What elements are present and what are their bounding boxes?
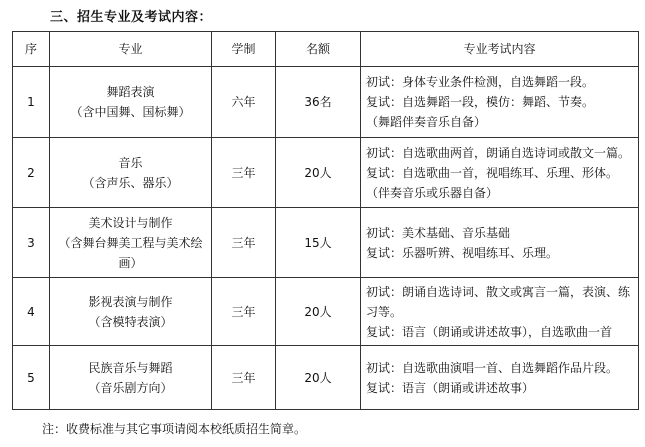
row-duration: 三年 [212, 278, 276, 346]
exam-line: 初试：美术基础、音乐基础 [366, 225, 511, 240]
row-quota: 20人 [276, 278, 361, 346]
exam-line: 复试：语言（朗诵或讲述故事） [366, 380, 535, 395]
exam-line: 初试：朗诵自选诗词、散文或寓言一篇，表演、练 [366, 284, 631, 299]
row-major [50, 278, 212, 346]
table-header-row [13, 32, 639, 67]
section-heading: 三、招生专业及考试内容： [50, 10, 213, 25]
exam-line: （舞蹈伴奏音乐自备） [366, 115, 487, 129]
exam-line: 初试：自选歌曲演唱一首、自选舞蹈作品片段。 [366, 360, 619, 375]
row-quota: 20人 [276, 138, 361, 208]
row-exam [361, 138, 639, 208]
row-quota: 20人 [276, 346, 361, 410]
exam-line: （伴奏音乐或乐器自备） [366, 185, 499, 200]
row-major [50, 346, 212, 410]
exam-line: 初试：自选歌曲两首，朗诵自选诗词或散文一篇。 [366, 145, 631, 160]
header-quota: 名额 [276, 32, 361, 67]
row-major [50, 208, 212, 278]
table-row [13, 138, 639, 208]
major-line: 影视表演与制作 [88, 294, 173, 309]
major-line: 画） [118, 255, 143, 270]
major-line: 美术设计与制作 [88, 215, 173, 230]
major-line: 舞蹈表演 [106, 85, 155, 99]
header-duration: 学制 [212, 32, 276, 67]
major-line: 民族音乐与舞蹈 [88, 360, 173, 375]
exam-line: 复试：语言（朗诵或讲述故事），自选歌曲一首 [366, 324, 613, 339]
row-quota: 36名 [276, 67, 361, 138]
major-line: （含模特表演） [88, 314, 173, 329]
row-duration: 三年 [212, 138, 276, 208]
row-index: 3 [13, 208, 50, 278]
major-line: （含中国舞、国标舞） [70, 105, 191, 119]
table-row [13, 278, 639, 346]
exam-line: 复试：乐器听辨、视唱练耳、乐理。 [366, 245, 559, 260]
table-row [13, 67, 639, 138]
exam-line: 初试：身体专业条件检测，自选舞蹈一段。 [366, 75, 595, 89]
header-exam: 专业考试内容 [361, 32, 639, 67]
row-index: 1 [13, 67, 50, 138]
table-row [13, 208, 639, 278]
row-index: 2 [13, 138, 50, 208]
row-duration: 六年 [212, 67, 276, 138]
row-quota: 15人 [276, 208, 361, 278]
row-exam [361, 208, 639, 278]
header-index: 序 [13, 32, 50, 67]
row-major [50, 138, 212, 208]
exam-line: 复试：自选歌曲一首，视唱练耳、乐理、形体。 [366, 165, 619, 180]
row-major [50, 67, 212, 138]
row-duration: 三年 [212, 208, 276, 278]
major-line: （含舞台舞美工程与美术绘 [58, 235, 203, 250]
exam-line: 复试：自选舞蹈一段，模仿：舞蹈、节奏。 [366, 95, 595, 109]
table-row [13, 346, 639, 410]
major-line: 音乐 [118, 155, 143, 170]
footnote: 注：收费标准与其它事项请阅本校纸质招生简章。 [42, 422, 307, 436]
row-index: 4 [13, 278, 50, 346]
exam-line: 习等。 [366, 304, 403, 319]
row-exam [361, 278, 639, 346]
major-line: （音乐剧方向） [88, 380, 173, 395]
admissions-table [12, 31, 639, 410]
row-exam [361, 346, 639, 410]
row-exam [361, 67, 639, 138]
row-duration: 三年 [212, 346, 276, 410]
header-major: 专业 [50, 32, 212, 67]
row-index: 5 [13, 346, 50, 410]
major-line: （含声乐、器乐） [82, 175, 179, 190]
